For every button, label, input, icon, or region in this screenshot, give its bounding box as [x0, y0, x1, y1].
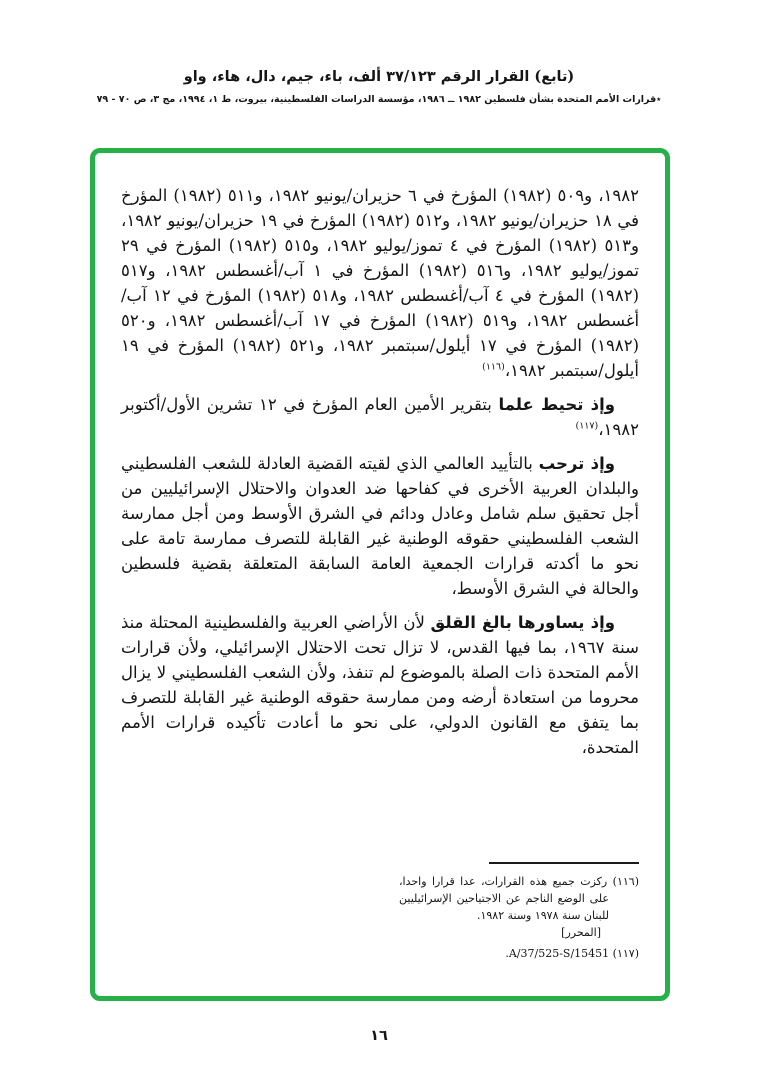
paragraph: وإذ ترحب بالتأييد العالمي الذي لقيته القضية العادلة للشعب الفلسطيني والبلدان العربية الأخرى في كفاحها ضد العدوان والاحتلال الإسرائيليين من أجل تحقيق سلم شامل وعادل ودائم في الشرق الأوسط ومن أجل ممارسة الشعب الفلسطيني حقوقه الوطنية غير القابلة للتصرف ممارسة تامة على نحو ما أكدته قرارات الجمعية العامة السابقة المتعلقة بقضية فلسطين والحالة في الشرق الأوسط،	[121, 454, 639, 598]
footnote-ref: (١١٦)	[482, 361, 505, 373]
footnote-marker: (١١٧)	[609, 947, 639, 960]
footnote-item: (١١٧) A/37/525-S/15451.	[505, 947, 639, 960]
paragraph: ١٩٨٢، و٥٠٩ (١٩٨٢) المؤرخ في ٦ حزيران/يونيو ١٩٨٢، و٥١١ (١٩٨٢) المؤرخ في ١٨ حزيران/يونيو ١٩٨٢، و٥١٢ (١٩٨٢) المؤرخ في ١٩ حزيران/يونيو ١٩٨٢، و٥١٣ (١٩٨٢) المؤرخ في ٤ تموز/يوليو ١٩٨٢، و٥١٥ (١٩٨٢) المؤرخ في ٢٩ تموز/يوليو ١٩٨٢، و٥١٦ (١٩٨٢) المؤرخ في ١ آب/أغسطس ١٩٨٢، و٥١٧ (١٩٨٢) المؤرخ في ٤ آب/أغسطس ١٩٨٢، و٥١٨ (١٩٨٢) المؤرخ في ١٢ آب/أغسطس ١٩٨٢، و٥١٩ (١٩٨٢) المؤرخ في ١٧ آب/أغسطس ١٩٨٢، و٥٢٠ (١٩٨٢) المؤرخ في ١٧ أيلول/سبتمبر ١٩٨٢، و٥٢١ (١٩٨٢) المؤرخ في ١٩ أيلول/سبتمبر ١٩٨٢،$^{(١١٦)}$	[121, 186, 640, 380]
paragraph-lead: وإذ ترحب	[538, 454, 615, 473]
resolution-text	[121, 183, 639, 769]
footnote-editor-note: [المحرر]	[561, 926, 601, 939]
footnotes-list	[399, 873, 639, 962]
paragraph: وإذ تحيط علما بتقرير الأمين العام المؤرخ في ١٢ تشرين الأول/أكتوبر ١٩٨٢،$^{(١١٧)}$	[121, 395, 639, 439]
paragraph-lead: وإذ يساورها بالغ القلق	[430, 613, 615, 632]
footnote-marker: (١١٦)	[607, 875, 639, 888]
content-frame	[90, 148, 670, 1001]
footnote-item: (١١٦) ركزت جميع هذه القرارات، عدا قرارا واحدا، على الوضع الناجم عن الاجتياحين الإسرائيليين للبنان سنة ١٩٧٨ وسنة ١٩٨٢. [المحرر]	[399, 875, 639, 939]
paragraph: وإذ يساورها بالغ القلق لأن الأراضي العربية والفلسطينية المحتلة منذ سنة ١٩٦٧، بما فيها القدس، لا تزال تحت الاحتلال الإسرائيلي، ولأن قرارات الأمم المتحدة ذات الصلة بالموضوع لم تنفذ، ولأن الشعب الفلسطيني لا يزال محروما من استعادة أرضه ومن ممارسة حقوقه الوطنية غير القابلة للتصرف بما يتفق مع القانون الدولي، على نحو ما أعادت تأكيده قرارات الأمم المتحدة،	[121, 613, 639, 757]
footnote-separator	[489, 862, 639, 864]
page-number: ١٦	[370, 1027, 388, 1044]
footnote-ref: (١١٧)	[575, 420, 599, 432]
footnote-area	[121, 862, 639, 966]
source-citation: ٭قرارات الأمم المتحدة بشأن فلسطين ١٩٨٢ ــ ١٩٨٦، مؤسسة الدراسات الفلسطينية، بيروت، ط ١، ١٩٩٤، مج ٣، ص ٧٠ - ٧٩	[96, 94, 662, 105]
page-header	[0, 68, 758, 105]
document-title: (تابع) القرار الرقم ٣٧/١٢٣ ألف، باء، جيم، دال، هاء، واو	[183, 68, 575, 85]
paragraph-lead: وإذ تحيط علما	[498, 395, 615, 414]
